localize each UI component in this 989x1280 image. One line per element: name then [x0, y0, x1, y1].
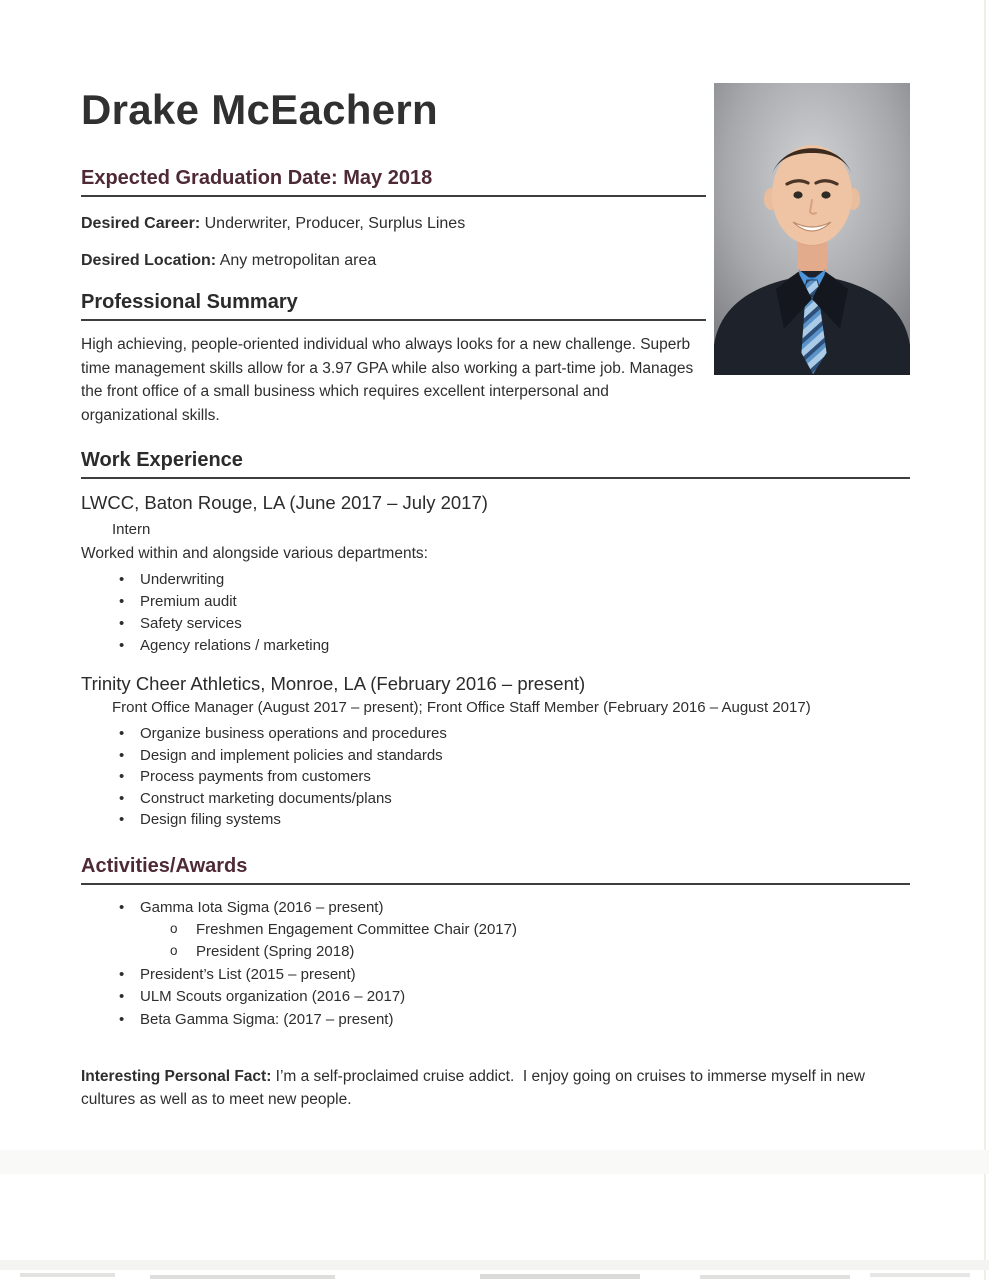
- desired-career-value: Underwriter, Producer, Surplus Lines: [200, 215, 466, 232]
- scan-smudge-band: [0, 1260, 989, 1270]
- desired-career-label: Desired Career:: [81, 215, 201, 232]
- scan-smudge: [20, 1273, 115, 1277]
- bullet-text: Design filing systems: [140, 811, 281, 828]
- list-item: [140, 919, 910, 941]
- job-subtitle: Intern: [112, 521, 151, 538]
- professional-summary-heading: Professional Summary: [81, 290, 706, 321]
- activities-sub-list: [140, 919, 910, 964]
- list-item: [81, 1009, 910, 1031]
- bullet-text: Process payments from customers: [140, 768, 371, 785]
- list-item: [81, 723, 910, 745]
- scan-smudge: [150, 1275, 335, 1279]
- desired-location-label: Desired Location:: [81, 252, 217, 269]
- job-title: LWCC, Baton Rouge, LA (June 2017 – July 2017): [81, 492, 488, 513]
- bullet-text: Beta Gamma Sigma: (2017 – present): [140, 1010, 394, 1028]
- personal-fact: [81, 1065, 910, 1112]
- bullet-text: Construct marketing documents/plans: [140, 789, 392, 807]
- activities-awards-heading: Activities/Awards: [81, 854, 910, 885]
- bullet-text: Gamma Iota Sigma (2016 – present): [140, 898, 384, 916]
- portrait-photo: [714, 83, 910, 375]
- scan-smudge: [480, 1274, 640, 1279]
- bullet-text: President (Spring 2018): [196, 943, 355, 961]
- bullet-text: Safety services: [140, 615, 242, 632]
- list-item: [81, 635, 910, 657]
- list-item: [81, 897, 910, 964]
- bullet-text: Agency relations / marketing: [140, 637, 330, 654]
- job-trinity: [81, 673, 910, 831]
- job-bullet-list: [81, 569, 910, 657]
- bullet-text: Premium audit: [140, 593, 237, 610]
- list-item: [81, 788, 910, 810]
- activities-list: [81, 897, 910, 1031]
- job-title: Trinity Cheer Athletics, Monroe, LA (February 2016 – present): [81, 673, 586, 694]
- scan-smudge: [870, 1273, 970, 1277]
- job-subtitle: Front Office Manager (August 2017 – present); Front Office Staff Member (February 2016 – August 2017): [112, 699, 811, 716]
- professional-summary-text: High achieving, people-oriented individual who always looks for a new challenge. Superb time management skills allow for a 3.97 GPA while also working a part-time job. Manages the front office of a small business which requires excellent interpersonal and organizational skills.: [81, 336, 694, 424]
- list-item: [81, 569, 910, 591]
- bullet-text: Organize business operations and procedures: [140, 725, 447, 742]
- job-intro: Worked within and alongside various departments:: [81, 545, 428, 562]
- bullet-text: Freshmen Engagement Committee Chair (2017): [196, 920, 517, 938]
- list-item: [81, 591, 910, 613]
- bullet-text: President’s List (2015 – present): [140, 965, 356, 983]
- scan-smudge: [700, 1275, 850, 1279]
- list-item: [81, 745, 910, 767]
- list-item: [81, 964, 910, 986]
- job-bullet-list: [81, 723, 910, 831]
- scan-smudge-band: [0, 1150, 989, 1174]
- personal-fact-text: I’m a self-proclaimed cruise addict. I enjoy going on cruises to immerse myself in new cultures as well as to meet new people.: [81, 1067, 870, 1109]
- work-experience-heading: Work Experience: [81, 448, 910, 479]
- list-item: [140, 941, 910, 963]
- desired-location-value: Any metropolitan area: [216, 252, 377, 269]
- personal-fact-label: Interesting Personal Fact:: [81, 1067, 272, 1085]
- bullet-text: Underwriting: [140, 571, 225, 588]
- list-item: [81, 986, 910, 1008]
- list-item: [81, 766, 910, 788]
- portrait-photo-graphic: [714, 83, 910, 375]
- bullet-text: ULM Scouts organization (2016 – 2017): [140, 988, 406, 1006]
- job-lwcc: [81, 492, 910, 657]
- list-item: [81, 809, 910, 831]
- graduation-heading: Expected Graduation Date: May 2018: [81, 166, 706, 197]
- bullet-text: Design and implement policies and standards: [140, 746, 443, 764]
- list-item: [81, 613, 910, 635]
- page-title: Drake McEachern: [81, 86, 439, 133]
